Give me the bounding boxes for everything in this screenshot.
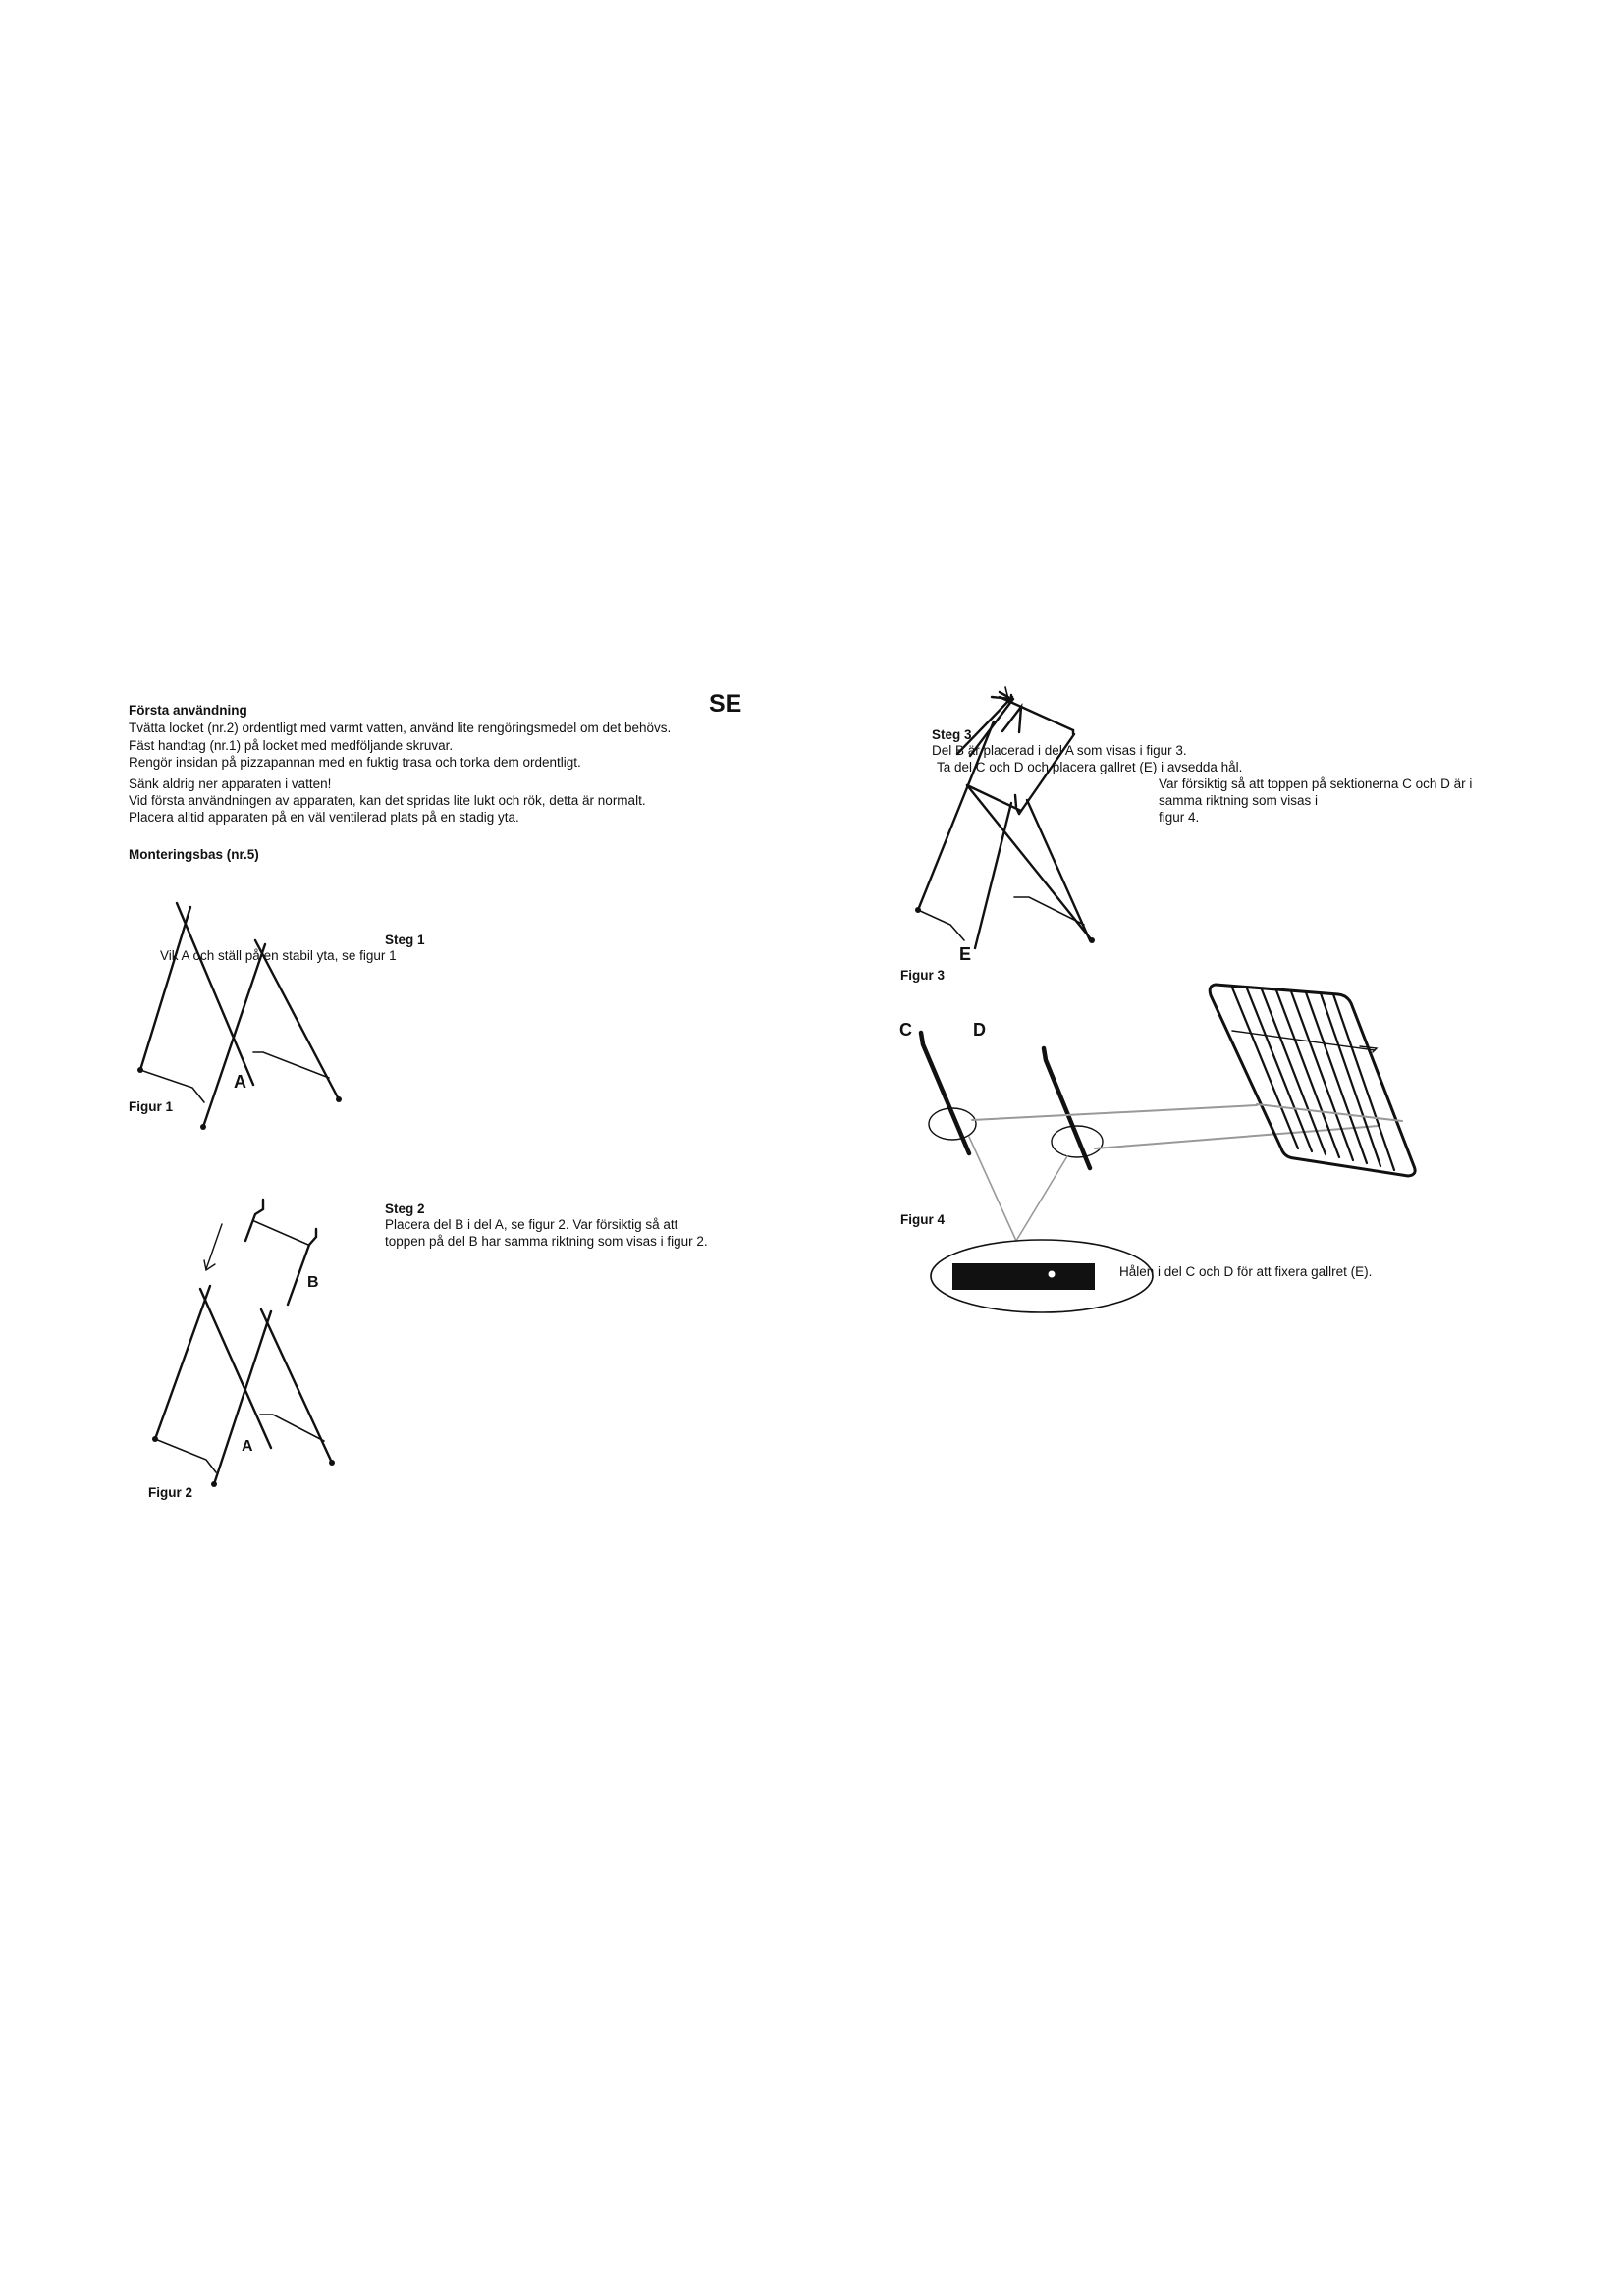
step2-line: Placera del B i del A, se figur 2. Var försiktig så att: [385, 1217, 678, 1232]
step3-note-line: figur 4.: [1159, 810, 1200, 825]
step2-title: Steg 2: [385, 1201, 425, 1216]
step1-text: Vik A och ställ på en stabil yta, se figur 1: [160, 948, 397, 963]
hole-detail-bar: [952, 1263, 1095, 1290]
first-use-line: Sänk aldrig ner apparaten i vatten!: [129, 776, 332, 791]
first-use-line: Tvätta locket (nr.2) ordentligt med varmt vatten, använd lite rengöringsmedel om det behövs.: [129, 721, 672, 735]
grill-e-drawing: [1210, 985, 1415, 1176]
figure1-label-a: A: [234, 1072, 246, 1092]
step1-title: Steg 1: [385, 933, 425, 947]
first-use-line: Vid första användningen av apparaten, kan det spridas lite lukt och rök, detta är normalt.: [129, 793, 646, 808]
figure2-caption: Figur 2: [148, 1485, 193, 1500]
first-use-line: Fäst handtag (nr.1) på locket med medföljande skruvar.: [129, 738, 454, 753]
figure1-stand-drawing: [140, 903, 339, 1127]
figure4-caption: Figur 4: [900, 1212, 946, 1227]
figure2-label-b: B: [307, 1274, 319, 1291]
figure3-caption: Figur 3: [900, 968, 946, 983]
step3-title: Steg 3: [932, 727, 972, 742]
figure2-label-a: A: [242, 1438, 253, 1455]
step3-line: Del B är placerad i del A som visas i figur 3.: [932, 743, 1187, 758]
figure4-label-c: C: [899, 1020, 912, 1040]
step3-note-line: Var försiktig så att toppen på sektionerna C och D är i: [1159, 776, 1473, 791]
figure1-caption: Figur 1: [129, 1099, 174, 1114]
figure3-label-e: E: [959, 944, 972, 964]
step3-note-line: samma riktning som visas i: [1159, 793, 1319, 808]
first-use-heading: Första användning: [129, 703, 247, 718]
step3-line: Ta del C och D och placera gallret (E) i avsedda hål.: [937, 760, 1243, 774]
figure2-stand-drawing: [155, 1200, 332, 1484]
figure3-stand-drawing: [918, 687, 1092, 948]
first-use-line: Placera alltid apparaten på en väl ventilerad plats på en stadig yta.: [129, 810, 519, 825]
language-code: SE: [709, 690, 742, 718]
figure4-label-d: D: [973, 1020, 986, 1040]
step2-line: toppen på del B har samma riktning som visas i figur 2.: [385, 1234, 708, 1249]
first-use-line: Rengör insidan på pizzapannan med en fuktig trasa och torka dem ordentligt.: [129, 755, 581, 770]
mounting-heading: Monteringsbas (nr.5): [129, 847, 259, 862]
figure4-hole-note: Hålen i del C och D för att fixera gallret (E).: [1119, 1264, 1373, 1279]
